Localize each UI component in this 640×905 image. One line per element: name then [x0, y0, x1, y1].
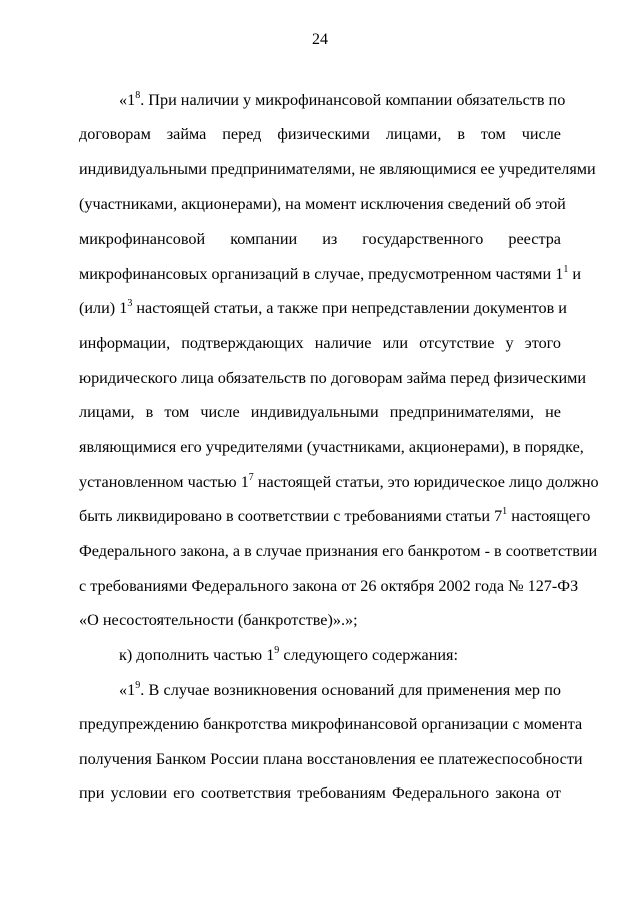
line-text: предупреждению банкротства микрофинансовой организации с момента — [79, 715, 583, 733]
paragraph-1-line-7 — [79, 297, 567, 319]
line-text: к) дополнить частью 1 — [119, 646, 275, 664]
line-text: юридического лица обязательств по договорам займа перед физическими — [79, 369, 587, 387]
line-text-rest: настоящей статьи, а также при непредставлении документов и — [132, 299, 567, 317]
paragraph-1-line-16 — [79, 609, 561, 631]
line-text: получения Банком России плана восстановления ее платежеспособности — [79, 750, 583, 768]
superscript: 3 — [127, 298, 133, 309]
line-text: (или) 1 — [79, 299, 128, 317]
line-text: являющимися его учредителями (участниками, акционерами), в порядке, — [79, 438, 584, 456]
line-text: микрофинансовых организаций в случае, предусмотренном частями 1 — [79, 265, 564, 283]
paragraph-1-line-9 — [79, 367, 587, 389]
line-text-rest: следующего содержания: — [279, 646, 458, 664]
paragraph-1-line-8 — [79, 332, 561, 354]
line-text: микрофинансовой компании из государственного реестра — [79, 230, 561, 248]
line-text-rest: настоящего — [507, 507, 591, 525]
line-text-rest: настоящей статьи, это юридическое лицо должно — [253, 473, 599, 491]
superscript: 8 — [135, 90, 141, 101]
superscript: 7 — [248, 472, 254, 483]
line-text: информации, подтверждающих наличие или отсутствие у этого — [79, 334, 561, 352]
paragraph-3-line-3 — [79, 748, 583, 770]
line-text: Федерального закона, а в случае признания его банкротом - в соответствии — [79, 542, 598, 560]
line-text: договорам займа перед физическими лицами, в том числе — [79, 125, 561, 143]
line-text: с требованиями Федерального закона от 26 октября 2002 года № 127-ФЗ — [79, 577, 579, 595]
line-text: индивидуальными предпринимателями, не являющимися ее учредителями — [79, 160, 596, 178]
line-text: «1 — [119, 91, 136, 109]
paragraph-1-line-12 — [79, 471, 599, 493]
paragraph-3-line-1 — [119, 679, 561, 701]
paragraph-1-line-11 — [79, 436, 584, 458]
paragraph-1-line-4 — [79, 193, 566, 215]
paragraph-2-line-1 — [119, 644, 561, 666]
paragraph-1-line-5 — [79, 228, 561, 250]
paragraph-3-line-4 — [79, 782, 561, 804]
line-text: «1 — [119, 681, 136, 699]
paragraph-1-line-6 — [79, 263, 582, 285]
paragraph-1-line-13 — [79, 505, 591, 527]
line-text-rest: и — [568, 265, 582, 283]
line-text: установленном частью 1 — [79, 473, 249, 491]
superscript: 9 — [135, 680, 141, 691]
line-text: лицами, в том числе индивидуальными предпринимателями, не — [79, 403, 561, 421]
line-text: «О несостоятельности (банкротстве)».»; — [79, 611, 358, 629]
line-text: быть ликвидировано в соответствии с требованиями статьи 7 — [79, 507, 503, 525]
superscript: 1 — [563, 264, 569, 275]
line-text: (участниками, акционерами), на момент исключения сведений об этой — [79, 195, 566, 213]
line-text: при условии его соответствия требованиям Федерального закона от — [79, 784, 561, 802]
paragraph-1-line-3 — [79, 158, 596, 180]
paragraph-1-line-15 — [79, 575, 579, 597]
paragraph-3-line-2 — [79, 713, 583, 735]
line-text-rest: . При наличии у микрофинансовой компании обязательств по — [140, 91, 566, 109]
line-text-rest: . В случае возникновения оснований для применения мер по — [140, 681, 561, 699]
paragraph-1-line-2 — [79, 123, 561, 145]
paragraph-1-line-10 — [79, 401, 561, 423]
page-number: 24 — [312, 31, 328, 48]
superscript: 1 — [502, 506, 508, 517]
paragraph-1-line-14 — [79, 540, 598, 562]
superscript: 9 — [274, 645, 280, 656]
paragraph-1-line-1 — [119, 89, 566, 111]
